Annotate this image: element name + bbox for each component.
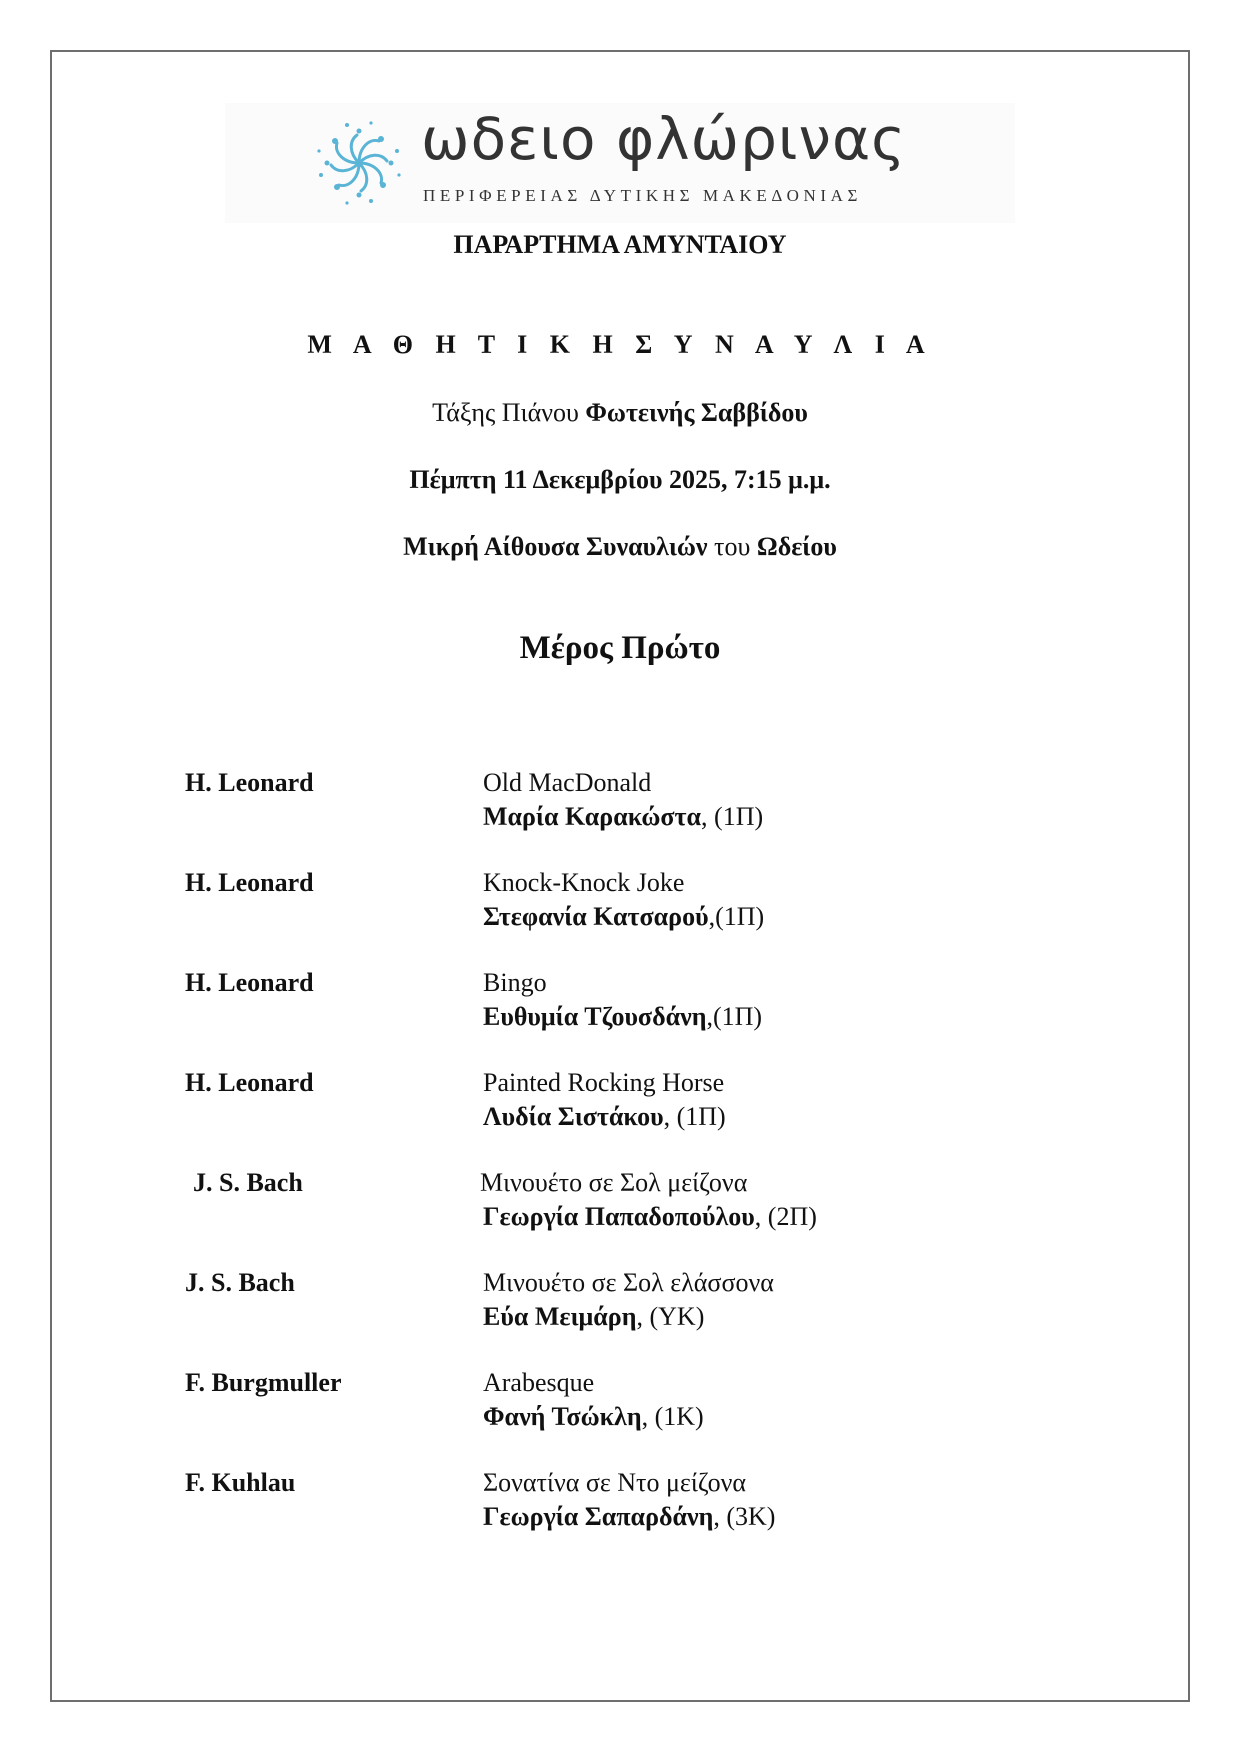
- performer-level: ,(1Π): [708, 902, 765, 931]
- performer: [483, 1002, 762, 1032]
- performer: [483, 1402, 704, 1432]
- performer: [483, 902, 764, 932]
- performer-name: Γεωργία Παπαδοπούλου: [483, 1202, 755, 1231]
- performer-name: Μαρία Καρακώστα: [483, 802, 702, 831]
- concert-title: Μ Α Θ Η Τ Ι Κ Η Σ Υ Ν Α Υ Λ Ι Α: [307, 330, 933, 359]
- teacher-name: Φωτεινής Σαββίδου: [585, 398, 808, 427]
- performer-level: , (ΥΚ): [636, 1302, 705, 1331]
- event-date: Πέμπτη 11 Δεκεμβρίου 2025, 7:15 μ.μ.: [409, 465, 831, 494]
- program-list: [0, 768, 1240, 1568]
- performer-name: Γεωργία Σαπαρδάνη: [483, 1502, 714, 1531]
- program-item: [0, 1268, 1240, 1368]
- performer-level: , (3Κ): [713, 1502, 776, 1531]
- program-item: [0, 1168, 1240, 1268]
- venue-hall: Μικρή Αίθουσα Συναυλιών: [403, 532, 708, 561]
- logo-subtitle: ΠΕΡΙΦΕΡΕΙΑΣ ΔΥΤΙΚΗΣ ΜΑΚΕΔΟΝΙΑΣ: [423, 186, 863, 205]
- logo-title: ωδειο φλώρινας: [421, 105, 907, 173]
- composer: J. S. Bach: [185, 1268, 295, 1297]
- program-item: [0, 1368, 1240, 1468]
- class-prefix: Τάξης Πιάνου: [432, 398, 579, 427]
- piece-title: Μινουέτο σε Σολ ελάσσονα: [483, 1268, 774, 1297]
- part-title: Μέρος Πρώτο: [519, 630, 721, 666]
- venue-place: Ωδείου: [756, 532, 837, 561]
- composer: H. Leonard: [185, 968, 314, 997]
- performer: [483, 1102, 726, 1132]
- performer: [483, 802, 763, 832]
- piece-title: Old MacDonald: [483, 768, 652, 797]
- composer: J. S. Bach: [193, 1168, 303, 1197]
- composer: H. Leonard: [185, 768, 314, 797]
- performer-level: ,(1Π): [706, 1002, 763, 1031]
- venue-of: του: [714, 532, 751, 561]
- composer: H. Leonard: [185, 1068, 314, 1097]
- program-item: [0, 1068, 1240, 1168]
- performer-name: Λυδία Σιστάκου: [483, 1102, 664, 1131]
- conservatory-logo: [225, 103, 1015, 223]
- performer-level: , (1Π): [663, 1102, 726, 1131]
- piece-title: Μινουέτο σε Σολ μείζονα: [480, 1168, 748, 1197]
- class-line: [0, 398, 1240, 428]
- program-item: [0, 1468, 1240, 1568]
- performer-name: Ευθυμία Τζουσδάνη: [483, 1002, 707, 1031]
- performer: [483, 1302, 704, 1332]
- performer-level: , (1Κ): [641, 1402, 704, 1431]
- piece-title: Σονατίνα σε Ντο μείζονα: [483, 1468, 747, 1497]
- branch-title: ΠΑΡΑΡΤΗΜΑ ΑΜΥΝΤΑΙΟΥ: [453, 230, 787, 259]
- swirl-logo-icon: [309, 113, 409, 213]
- program-item: [0, 868, 1240, 968]
- piece-title: Painted Rocking Horse: [483, 1068, 725, 1097]
- performer: [483, 1202, 817, 1232]
- piece-title: Bingo: [483, 968, 547, 997]
- performer: [483, 1502, 775, 1532]
- performer-name: Φανή Τσώκλη: [483, 1402, 642, 1431]
- piece-title: Knock-Knock Joke: [483, 868, 685, 897]
- program-item: [0, 968, 1240, 1068]
- performer-name: Στεφανία Κατσαρού: [483, 902, 709, 931]
- composer: H. Leonard: [185, 868, 314, 897]
- piece-title: Arabesque: [483, 1368, 595, 1397]
- composer: F. Kuhlau: [185, 1468, 296, 1497]
- performer-level: , (1Π): [701, 802, 764, 831]
- program-item: [0, 768, 1240, 868]
- composer: F. Burgmuller: [185, 1368, 342, 1397]
- performer-level: , (2Π): [754, 1202, 817, 1231]
- performer-name: Εύα Μειμάρη: [483, 1302, 637, 1331]
- venue-line: [0, 532, 1240, 562]
